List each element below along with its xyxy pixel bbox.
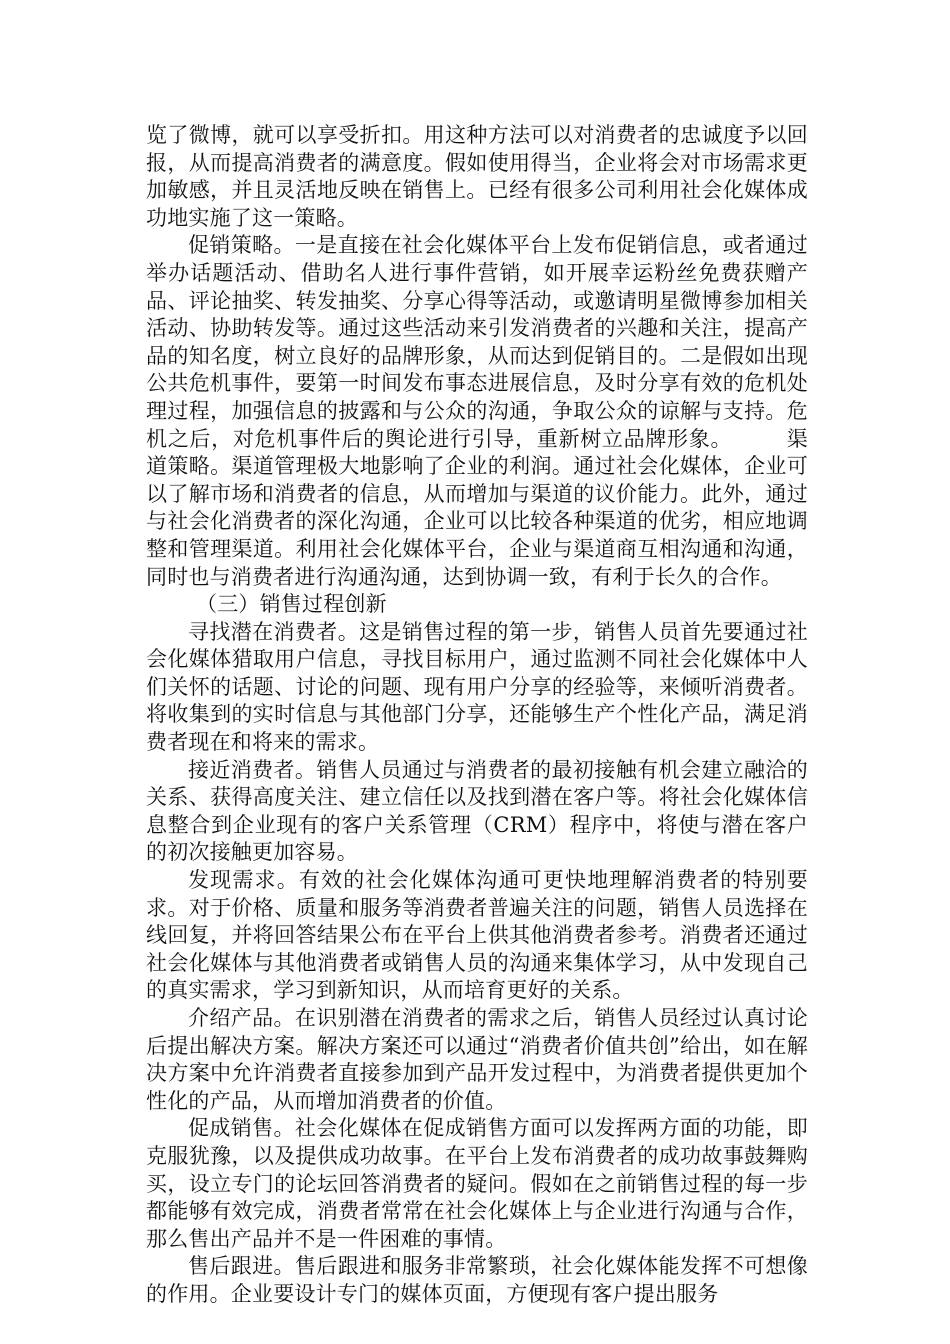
paragraph-close-sales: 促成销售。社会化媒体在促成销售方面可以发挥两方面的功能，即克服犹豫，以及提供成功故事。在平台上发布消费者的成功故事鼓舞购买，设立专门的论坛回答消费者的疑问。假如在之前销售过程的每一步都能够有效完成，消费者常常在社会化媒体上与企业进行沟通与合作，那么售出产品并不是一件困难的事情。 [146, 1116, 808, 1251]
paragraph-discover-needs: 发现需求。有效的社会化媒体沟通可更快地理解消费者的特别要求。对于价格、质量和服务等消费者普遍关注的问题，销售人员选择在线回复，并将回答结果公布在平台上供其他消费者参考。消费者还通过社会化媒体与其他消费者或销售人员的沟通来集体学习，从中发现自己的真实需求，学习到新知识，从而培育更好的关系。 [146, 868, 808, 1003]
paragraph-loyalty-continuation: 览了微博，就可以享受折扣。用这种方法可以对消费者的忠诚度予以回报，从而提高消费者的满意度。假如使用得当，企业将会对市场需求更加敏感，并且灵活地反映在销售上。已经有很多公司利用社会化媒体成功地实施了这一策略。 [146, 123, 808, 230]
paragraph-find-potential-consumers: 寻找潜在消费者。这是销售过程的第一步，销售人员首先要通过社会化媒体猎取用户信息，寻找目标用户，通过监测不同社会化媒体中人们关怀的话题、讨论的问题、现有用户分享的经验等，来倾听消费者。将收集到的实时信息与其他部门分享，还能够生产个性化产品，满足消费者现在和将来的需求。 [146, 619, 808, 755]
paragraph-introduce-products: 介绍产品。在识别潜在消费者的需求之后，销售人员经过认真讨论后提出解决方案。解决方案还可以通过“消费者价值共创”给出，如在解决方案中允许消费者直接参加到产品开发过程中，为消费者提供更加个性化的产品，从而增加消费者的价值。 [146, 1006, 808, 1113]
paragraph-promotion-channel-strategy: 促销策略。一是直接在社会化媒体平台上发布促销信息，或者通过举办话题活动、借助名人进行事件营销，如开展幸运粉丝免费获赠产品、评论抽奖、转发抽奖、分享心得等活动，或邀请明星微博参加相关活动、协助转发等。通过这些活动来引发消费者的兴趣和关注，提高产品的知名度，树立良好的品牌形象，从而达到促销目的。二是假如出现公共危机事件，要第一时间发布事态进展信息，及时分享有效的危机处理过程，加强信息的披露和与公众的沟通，争取公众的谅解与支持。危机之后，对危机事件后的舆论进行引导，重新树立品牌形象。 渠道策略。渠道管理极大地影响了企业的利润。通过社会化媒体，企业可以了解市场和消费者的信息，从而增加与渠道的议价能力。此外，通过与社会化消费者的深化沟通，企业可以比较各种渠道的优劣，相应地调整和管理渠道。利用社会化媒体平台，企业与渠道商互相沟通和沟通，同时也与消费者进行沟通沟通，达到协调一致，有利于长久的合作。 [146, 233, 808, 589]
document-body [146, 122, 808, 1309]
section-heading-sales-process-innovation: （三）销售过程创新 [196, 592, 387, 617]
paragraph-approach-consumers: 接近消费者。销售人员通过与消费者的最初接触有机会建立融洽的关系、获得高度关注、建立信任以及找到潜在客户等。将社会化媒体信息整合到企业现有的客户关系管理（CRM）程序中，将使与潜在客户的初次接触更加容易。 [146, 757, 808, 865]
paragraph-after-sales-follow-up: 售后跟进。售后跟进和服务非常繁琐，社会化媒体能发挥不可想像的作用。企业要设计专门的媒体页面，方便现有客户提出服务 [146, 1254, 808, 1306]
